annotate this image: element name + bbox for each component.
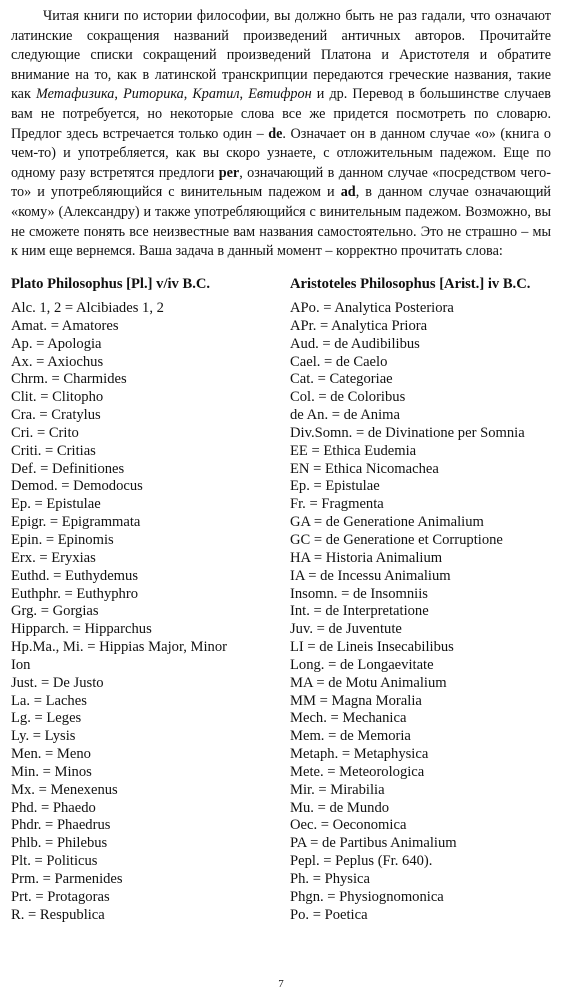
list-item: Just. = De Justo bbox=[11, 674, 104, 691]
intro-keyword: ad bbox=[340, 184, 356, 201]
list-item: Grg. = Gorgias bbox=[11, 603, 99, 620]
list-item: Amat. = Amatores bbox=[11, 317, 119, 334]
intro-text: , bbox=[239, 86, 249, 103]
list-item: Mx. = Menexenus bbox=[11, 781, 118, 798]
list-item: de An. = de Anima bbox=[290, 407, 400, 424]
list-item: Juv. = de Juventute bbox=[290, 621, 402, 638]
list-item: Mete. = Meteorologica bbox=[290, 763, 425, 780]
list-item: GA = de Generatione Animalium bbox=[290, 514, 484, 531]
list-item: Ep. = Epistulae bbox=[290, 478, 380, 495]
list-item: Insomn. = de Insomniis bbox=[290, 585, 428, 602]
list-item: Ion bbox=[11, 656, 31, 673]
list-item: Pepl. = Peplus (Fr. 640). bbox=[290, 853, 433, 870]
list-item: APo. = Analytica Posteriora bbox=[290, 300, 454, 316]
list-item: Hp.Ma., Mi. = Hippias Major, Minor bbox=[11, 639, 227, 656]
list-item: Men. = Meno bbox=[11, 746, 91, 763]
list-item: Ax. = Axiochus bbox=[11, 353, 104, 370]
plato-column bbox=[11, 274, 271, 925]
list-item: Erx. = Eryxias bbox=[11, 549, 96, 566]
intro-text: Читая книги по истории философии, вы должно быть не раз гадали, что означают латинские сокращения названий произведений античных авторов. Прочитайте следующие списки сокращений произведений Платона и Аристотеля и обратите внимание на то, как в латинской транскрипции передаются греческие названия, такие как bbox=[11, 8, 551, 103]
list-item: APr. = Analytica Priora bbox=[290, 317, 428, 334]
list-item: Ap. = Apologia bbox=[11, 335, 102, 352]
list-item: Cat. = Categoriae bbox=[290, 371, 393, 388]
intro-emphasis: Метафизика bbox=[35, 86, 115, 103]
list-item: Prt. = Protagoras bbox=[11, 888, 110, 905]
list-item: Criti. = Critias bbox=[11, 442, 96, 459]
list-item: Po. = Poetica bbox=[290, 906, 368, 923]
list-item: Fr. = Fragmenta bbox=[290, 496, 384, 513]
intro-paragraph bbox=[11, 7, 551, 262]
list-item: EE = Ethica Eudemia bbox=[290, 442, 417, 459]
list-item: Int. = de Interpretatione bbox=[290, 603, 429, 620]
list-item: MA = de Motu Animalium bbox=[290, 674, 447, 691]
list-item: PA = de Partibus Animalium bbox=[290, 835, 457, 852]
intro-keyword: de bbox=[268, 125, 283, 142]
aristotle-column bbox=[290, 274, 552, 925]
list-item: Mech. = Mechanica bbox=[290, 710, 407, 727]
list-item: Def. = Definitiones bbox=[11, 460, 125, 477]
plato-heading: Plato Philosophus [Pl.] v/iv B.C. bbox=[11, 276, 211, 292]
list-item: Euthd. = Euthydemus bbox=[11, 567, 138, 584]
list-item: Mu. = de Mundo bbox=[290, 799, 390, 816]
list-item: LI = de Lineis Insecabilibus bbox=[290, 639, 454, 656]
list-item: Lg. = Leges bbox=[11, 710, 82, 727]
list-item: Ph. = Physica bbox=[290, 871, 370, 887]
list-item: Min. = Minos bbox=[11, 763, 92, 780]
list-item: Chrm. = Charmides bbox=[11, 371, 127, 388]
list-item: Aud. = de Audibilibus bbox=[290, 335, 420, 352]
list-item: Plt. = Politicus bbox=[11, 853, 98, 870]
intro-text: и др. Перевод в большинстве случаев вам не потребуется, но некоторые слова все же придется посмотреть по словарю. Предлог здесь встречается только один – bbox=[11, 86, 551, 142]
plato-abbreviation-list bbox=[11, 300, 271, 925]
intro-emphasis: Риторика bbox=[123, 86, 184, 103]
list-item: Phgn. = Physiognomonica bbox=[290, 888, 444, 905]
intro-keyword: per bbox=[218, 164, 240, 181]
list-item: Oec. = Oeconomica bbox=[290, 817, 407, 834]
list-item: Demod. = Demodocus bbox=[11, 478, 143, 495]
list-item: IA = de Incessu Animalium bbox=[290, 567, 451, 584]
list-item: Phd. = Phaedo bbox=[11, 799, 96, 816]
list-item: Ep. = Epistulae bbox=[11, 496, 101, 513]
list-item: R. = Respublica bbox=[11, 906, 105, 923]
list-item: Prm. = Parmenides bbox=[11, 871, 123, 887]
list-item: Col. = de Coloribus bbox=[290, 389, 406, 406]
intro-text: , bbox=[183, 86, 193, 103]
intro-text: , bbox=[114, 86, 124, 103]
intro-text: , означающий в данном случае «посредством чего-то» и употребляющийся с винительным падежом и bbox=[11, 164, 551, 201]
list-item: Alc. 1, 2 = Alcibiades 1, 2 bbox=[11, 300, 164, 316]
intro-emphasis: Кратил bbox=[192, 86, 240, 103]
intro-text: , в данном случае означающий «кому» (Александру) и также употребляющийся с винительным падежом. Возможно, вы не сможете понять все неизвестные вам названия самостоятельно. Это не страшно – мы к ним еще вернемся. Ваша задача в данный момент – корректно прочитать слова: bbox=[11, 184, 552, 260]
aristotle-heading: Aristoteles Philosophus [Arist.] iv B.C. bbox=[290, 276, 531, 292]
list-item: Div.Somn. = de Divinatione per Somnia bbox=[290, 424, 525, 441]
list-item: La. = Laches bbox=[11, 692, 87, 709]
list-item: Ly. = Lysis bbox=[11, 728, 76, 745]
list-item: Clit. = Clitopho bbox=[11, 389, 104, 406]
list-item: EN = Ethica Nicomachea bbox=[290, 460, 439, 477]
list-item: Epigr. = Epigrammata bbox=[11, 514, 141, 531]
list-item: Mem. = de Memoria bbox=[290, 728, 411, 745]
list-item: Cael. = de Caelo bbox=[290, 353, 388, 370]
list-item: Mir. = Mirabilia bbox=[290, 781, 385, 798]
intro-emphasis: Евтифрон bbox=[248, 86, 312, 103]
list-item: Epin. = Epinomis bbox=[11, 531, 114, 548]
list-item: Hipparch. = Hipparchus bbox=[11, 621, 152, 638]
list-item: Phlb. = Philebus bbox=[11, 835, 108, 852]
list-item: Euthphr. = Euthyphro bbox=[11, 585, 138, 602]
intro-text: . Означает он в данном случае «о» (книга о чем-то) и употребляется, как вы скоро узнаете, с отложительным падежом. Еще по одному разу встретятся предлоги bbox=[11, 125, 552, 181]
list-item: GC = de Generatione et Corruptione bbox=[290, 531, 503, 548]
list-item: Cri. = Crito bbox=[11, 424, 79, 441]
aristotle-abbreviation-list bbox=[290, 300, 552, 925]
list-item: Metaph. = Metaphysica bbox=[290, 746, 429, 763]
list-item: MM = Magna Moralia bbox=[290, 692, 422, 709]
list-item: Cra. = Cratylus bbox=[11, 407, 101, 424]
list-item: Long. = de Longaevitate bbox=[290, 656, 434, 673]
list-item: Phdr. = Phaedrus bbox=[11, 817, 111, 834]
page-number: 7 bbox=[278, 978, 284, 990]
list-item: HA = Historia Animalium bbox=[290, 549, 443, 566]
